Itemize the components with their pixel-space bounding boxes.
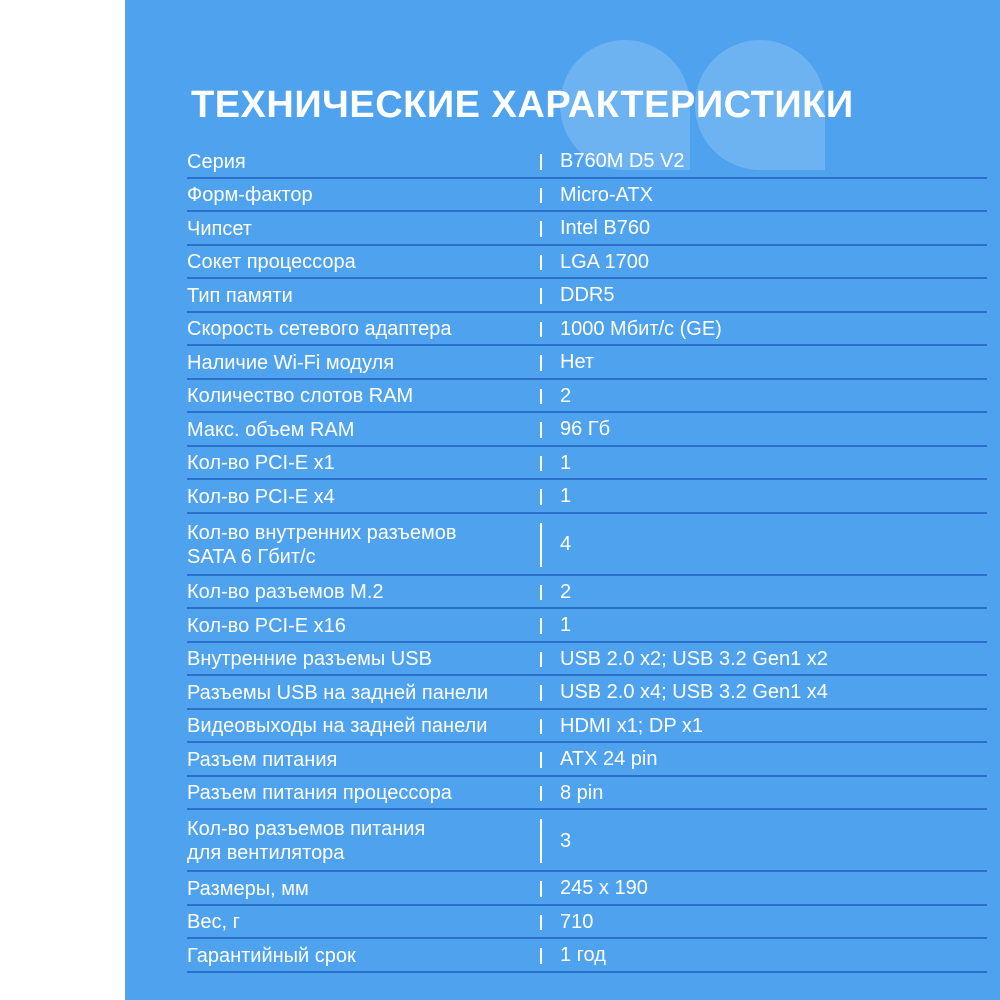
- spec-label: Серия: [187, 150, 246, 173]
- spec-value: 3: [560, 829, 572, 852]
- spec-value: USB 2.0 x2; USB 3.2 Gen1 x2: [560, 647, 828, 670]
- spec-row: [187, 810, 987, 872]
- spec-value: DDR5: [560, 284, 615, 307]
- spec-value: B760M D5 V2: [560, 150, 685, 173]
- spec-label: Размеры, мм: [187, 877, 309, 900]
- spec-label: Количество слотов RAM: [187, 385, 414, 408]
- spec-value: 2: [560, 384, 572, 407]
- spec-value: 96 Гб: [560, 418, 611, 441]
- spec-value: Intel B760: [560, 217, 651, 240]
- spec-value: 8 pin: [560, 781, 604, 804]
- spec-value: LGA 1700: [560, 250, 649, 273]
- spec-row: [187, 145, 987, 179]
- spec-label: Внутренние разъемы USB: [187, 648, 432, 671]
- spec-label: Гарантийный срок: [187, 944, 356, 967]
- spec-row: [187, 380, 987, 414]
- spec-value: 1: [560, 614, 572, 637]
- spec-label: Кол-во внутренних разъемов SATA 6 Гбит/с: [187, 521, 457, 568]
- spec-label: Кол-во разъемов питания для вентилятора: [187, 818, 426, 864]
- spec-row: [187, 609, 987, 643]
- spec-row: [187, 939, 987, 973]
- spec-value: USB 2.0 x4; USB 3.2 Gen1 x4: [560, 681, 828, 704]
- spec-row: [187, 447, 987, 481]
- spec-row: [187, 643, 987, 677]
- spec-value: 245 x 190: [560, 877, 648, 900]
- spec-label: Сокет процессора: [187, 251, 356, 274]
- spec-label: Кол-во PCI-E x16: [187, 614, 346, 637]
- spec-row: [187, 743, 987, 777]
- spec-card: [125, 0, 1000, 1000]
- spec-row: [187, 246, 987, 280]
- spec-label: Форм-фактор: [187, 184, 313, 207]
- spec-label: Вес, г: [187, 911, 240, 934]
- spec-row: [187, 710, 987, 744]
- spec-value: Нет: [560, 351, 595, 374]
- spec-row: [187, 676, 987, 710]
- spec-value: 4: [560, 533, 572, 555]
- spec-row: [187, 514, 987, 576]
- spec-row: [187, 212, 987, 246]
- spec-value: 1: [560, 451, 572, 474]
- spec-value: ATX 24 pin: [560, 748, 658, 771]
- spec-label: Видеовыходы на задней панели: [187, 715, 488, 738]
- spec-row: [187, 313, 987, 347]
- spec-value: 710: [560, 910, 594, 933]
- spec-label: Разъемы USB на задней панели: [187, 681, 489, 704]
- spec-row: [187, 777, 987, 811]
- spec-row: [187, 179, 987, 213]
- spec-label: Разъем питания процессора: [187, 782, 452, 805]
- spec-row: [187, 480, 987, 514]
- spec-label: Кол-во PCI-E x1: [187, 452, 335, 475]
- spec-label: Макс. объем RAM: [187, 418, 355, 441]
- spec-row: [187, 576, 987, 610]
- spec-value: 2: [560, 580, 572, 603]
- spec-label: Кол-во разъемов M.2: [187, 581, 384, 604]
- spec-value: 1: [560, 485, 572, 508]
- spec-row: [187, 346, 987, 380]
- spec-value: 1 год: [560, 944, 606, 967]
- spec-label: Наличие Wi-Fi модуля: [187, 351, 395, 374]
- spec-label: Чипсет: [187, 217, 252, 240]
- spec-label: Скорость сетевого адаптера: [187, 318, 452, 341]
- spec-row: [187, 906, 987, 940]
- spec-label: Кол-во PCI-E x4: [187, 485, 335, 508]
- spec-table: [187, 145, 987, 973]
- spec-row: [187, 413, 987, 447]
- spec-value: Micro-ATX: [560, 183, 653, 206]
- spec-label: Тип памяти: [187, 284, 293, 307]
- spec-row: [187, 279, 987, 313]
- spec-row: [187, 872, 987, 906]
- spec-value: HDMI x1; DP x1: [560, 714, 703, 737]
- page-title: ТЕХНИЧЕСКИЕ ХАРАКТЕРИСТИКИ: [191, 84, 854, 126]
- spec-label: Разъем питания: [187, 748, 338, 771]
- spec-value: 1000 Мбит/с (GE): [560, 317, 722, 340]
